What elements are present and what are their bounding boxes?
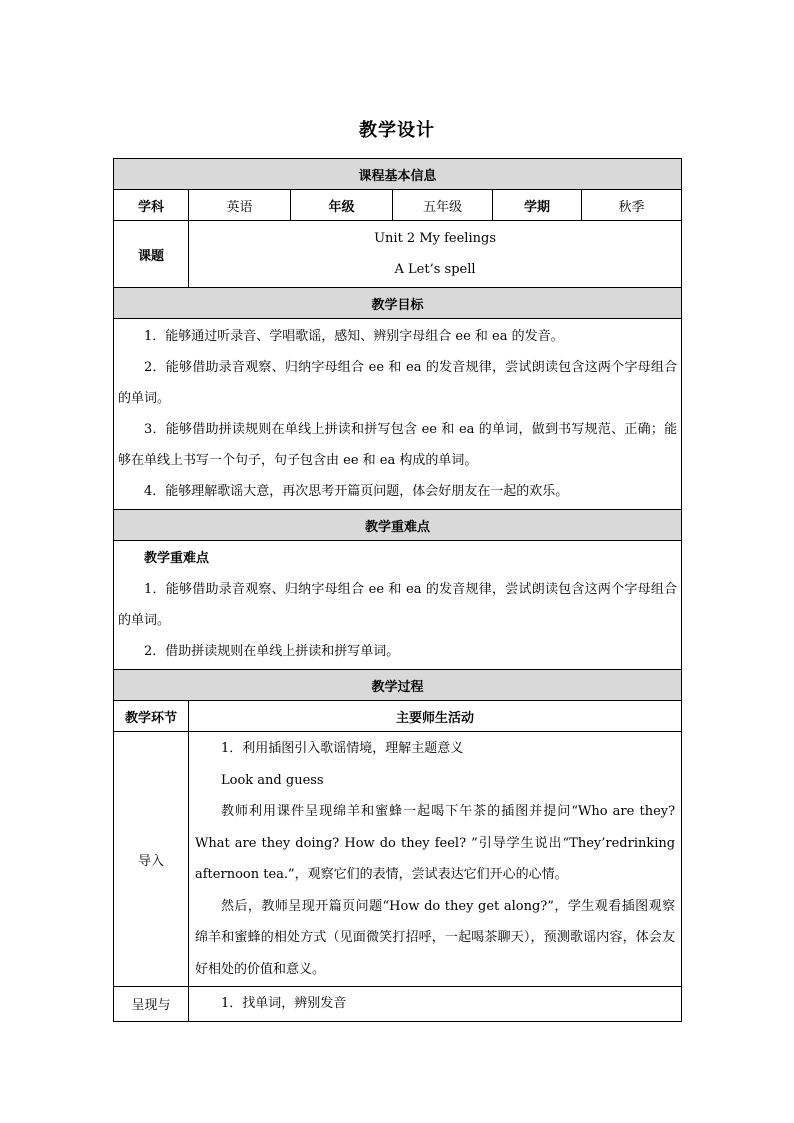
activity-line: 1．找单词，辨别发音 <box>221 996 347 1011</box>
subject-label: 学科 <box>114 190 189 221</box>
basic-info-header: 课程基本信息 <box>114 159 682 190</box>
lesson-plan-table <box>113 158 682 1022</box>
key-points-header-row <box>114 510 682 541</box>
process-header-row <box>114 670 682 701</box>
topic-line-lesson: A Let’s spell <box>394 262 476 277</box>
activity-line: 然后，教师呈现开篇页问题“How do they get along?”，学生观看插图观察绵羊和蜜蜂的相处方式（见面微笑打招呼，一起喝茶聊天），预测歌谣内容，体会友好相处的价值和意义。 <box>195 898 676 977</box>
activity-intro <box>189 732 682 987</box>
objective-item: 4．能够理解歌谣大意，再次思考开篇页问题，体会好朋友在一起的欢乐。 <box>144 484 569 499</box>
grade-value: 五年级 <box>393 190 493 221</box>
process-header: 教学过程 <box>114 670 682 701</box>
objectives-header-row <box>114 288 682 319</box>
activity-column-header: 主要师生活动 <box>189 701 682 732</box>
topic-value <box>189 221 682 288</box>
stage-column-header: 教学环节 <box>114 701 189 732</box>
objective-item: 1．能够通过听录音、学唱歌谣，感知、辨别字母组合 ee 和 ea 的发音。 <box>144 329 564 344</box>
objectives-row <box>114 319 682 510</box>
activity-line: Look and guess <box>221 772 324 788</box>
objectives-content <box>114 319 682 510</box>
process-row-intro <box>114 732 682 987</box>
page-title: 教学设计 <box>359 120 435 141</box>
term-value: 秋季 <box>582 190 682 221</box>
objective-item: 3．能够借助拼读规则在单线上拼读和拼写包含 ee 和 ea 的单词，做到书写规范、正确；能够在单线上书写一个句子，句子包含由 ee 和 ea 构成的单词。 <box>118 422 678 468</box>
key-points-subheader: 教学重难点 <box>144 551 210 566</box>
activity-presentation <box>189 987 682 1022</box>
basic-info-row <box>114 190 682 221</box>
process-columns-row <box>114 701 682 732</box>
key-points-content <box>114 541 682 670</box>
objectives-header: 教学目标 <box>114 288 682 319</box>
grade-label: 年级 <box>291 190 393 221</box>
topic-row <box>114 221 682 288</box>
key-points-header: 教学重难点 <box>114 510 682 541</box>
term-label: 学期 <box>493 190 582 221</box>
basic-info-header-row <box>114 159 682 190</box>
key-points-row <box>114 541 682 670</box>
key-point-item: 2．借助拼读规则在单线上拼读和拼写单词。 <box>144 644 400 659</box>
objective-item: 2．能够借助录音观察、归纳字母组合 ee 和 ea 的发音规律，尝试朗读包含这两个字母组合的单词。 <box>118 360 678 406</box>
activity-line: 教师利用课件呈现绵羊和蜜蜂一起喝下午茶的插图并提问“Who are they? What are they doing? How do they feel? ”引导学生说出“They’redrinking afternoon tea.”，观察它们的表情，尝试表达它们开心的心情。 <box>195 804 676 882</box>
topic-line-unit: Unit 2 My feelings <box>374 231 496 246</box>
key-point-item: 1．能够借助录音观察、归纳字母组合 ee 和 ea 的发音规律，尝试朗读包含这两个字母组合的单词。 <box>118 582 678 628</box>
stage-intro: 导入 <box>114 732 189 987</box>
stage-presentation: 呈现与 <box>114 987 189 1022</box>
subject-value: 英语 <box>189 190 291 221</box>
activity-line: 1．利用插图引入歌谣情境，理解主题意义 <box>221 741 464 756</box>
process-row-presentation <box>114 987 682 1022</box>
topic-label: 课题 <box>114 221 189 288</box>
